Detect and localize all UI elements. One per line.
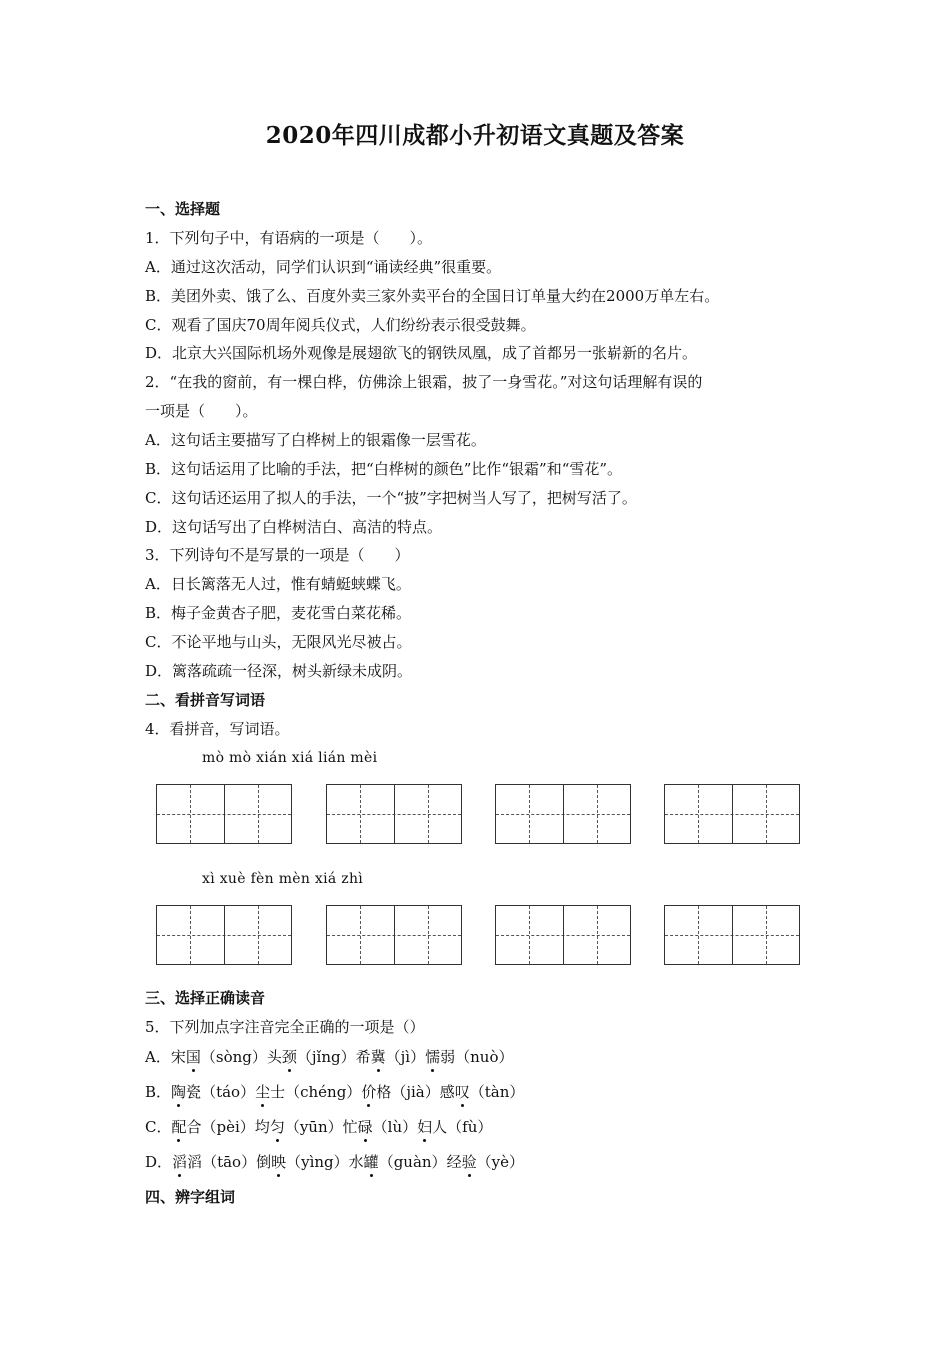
pinyin-row-1: mò mò xián xiá lián mèi — [202, 750, 378, 766]
writing-box[interactable] — [495, 784, 631, 844]
question-1-option-b: B．美团外卖、饿了么、百度外卖三家外卖平台的全国日订单量大约在2000万单左右。 — [145, 287, 720, 305]
question-3-option-b: B．梅子金黄杏子肥，麦花雪白菜花稀。 — [145, 604, 412, 622]
question-3-stem: 3．下列诗句不是写景的一项是（ ） — [145, 546, 410, 564]
question-2-option-b: B．这句话运用了比喻的手法，把“白桦树的颜色”比作“银霜”和“雪花”。 — [145, 460, 623, 478]
question-5-option-d: D．滔滔（tāo）倒映（yìng）水罐（guàn）经验（yè） — [145, 1153, 524, 1171]
question-5-option-b: B．陶瓷（táo）尘士（chéng）价格（jià）感叹（tàn） — [145, 1083, 525, 1101]
writing-box[interactable] — [156, 905, 292, 965]
writing-grid-row-2 — [156, 905, 801, 967]
section-heading-pronunciation: 三、选择正确读音 — [145, 989, 266, 1007]
question-1-option-a: A．通过这次活动，同学们认识到“诵读经典”很重要。 — [145, 258, 502, 276]
question-2-stem-line2: 一项是（ ）。 — [145, 402, 258, 420]
question-2-stem-line1: 2．“在我的窗前，有一棵白桦，仿佛涂上银霜，披了一身雪花。”对这句话理解有误的 — [145, 373, 703, 391]
question-5-stem: 5．下列加点字注音完全正确的一项是（） — [145, 1018, 425, 1036]
page-title: 2020年四川成都小升初语文真题及答案 — [265, 122, 685, 149]
section-heading-word-building: 四、辨字组词 — [145, 1188, 236, 1206]
question-2-option-c: C．这句话还运用了拟人的手法，一个“披”字把树当人写了，把树写活了。 — [145, 489, 637, 507]
question-5-option-a: A．宋国（sòng）头颈（jǐng）希冀（jì）懦弱（nuò） — [145, 1048, 514, 1066]
writing-box[interactable] — [326, 905, 462, 965]
question-1-option-d: D．北京大兴国际机场外观像是展翅欲飞的钢铁凤凰，成了首都另一张崭新的名片。 — [145, 344, 698, 362]
question-2-option-d: D．这句话写出了白桦树洁白、高洁的特点。 — [145, 518, 443, 536]
section-heading-pinyin: 二、看拼音写词语 — [145, 691, 266, 709]
writing-grid-row-1 — [156, 784, 801, 846]
writing-box[interactable] — [495, 905, 631, 965]
writing-box[interactable] — [664, 784, 800, 844]
writing-box[interactable] — [326, 784, 462, 844]
writing-box[interactable] — [156, 784, 292, 844]
question-3-option-c: C．不论平地与山头，无限风光尽被占。 — [145, 633, 412, 651]
question-4-stem: 4．看拼音，写词语。 — [145, 720, 290, 738]
question-2-option-a: A．这句话主要描写了白桦树上的银霜像一层雪花。 — [145, 431, 486, 449]
question-3-option-d: D．篱落疏疏一径深，树头新绿未成阴。 — [145, 662, 413, 680]
pinyin-row-2: xì xuè fèn mèn xiá zhì — [202, 871, 364, 887]
section-heading-choice: 一、选择题 — [145, 200, 221, 218]
question-3-option-a: A．日长篱落无人过，惟有蜻蜓蛱蝶飞。 — [145, 575, 411, 593]
question-1-stem: 1．下列句子中，有语病的一项是（ ）。 — [145, 229, 433, 247]
writing-box[interactable] — [664, 905, 800, 965]
question-1-option-c: C．观看了国庆70周年阅兵仪式，人们纷纷表示很受鼓舞。 — [145, 316, 536, 334]
question-5-option-c: C．配合（pèi）均匀（yūn）忙碌（lù）妇人（fù） — [145, 1118, 493, 1136]
